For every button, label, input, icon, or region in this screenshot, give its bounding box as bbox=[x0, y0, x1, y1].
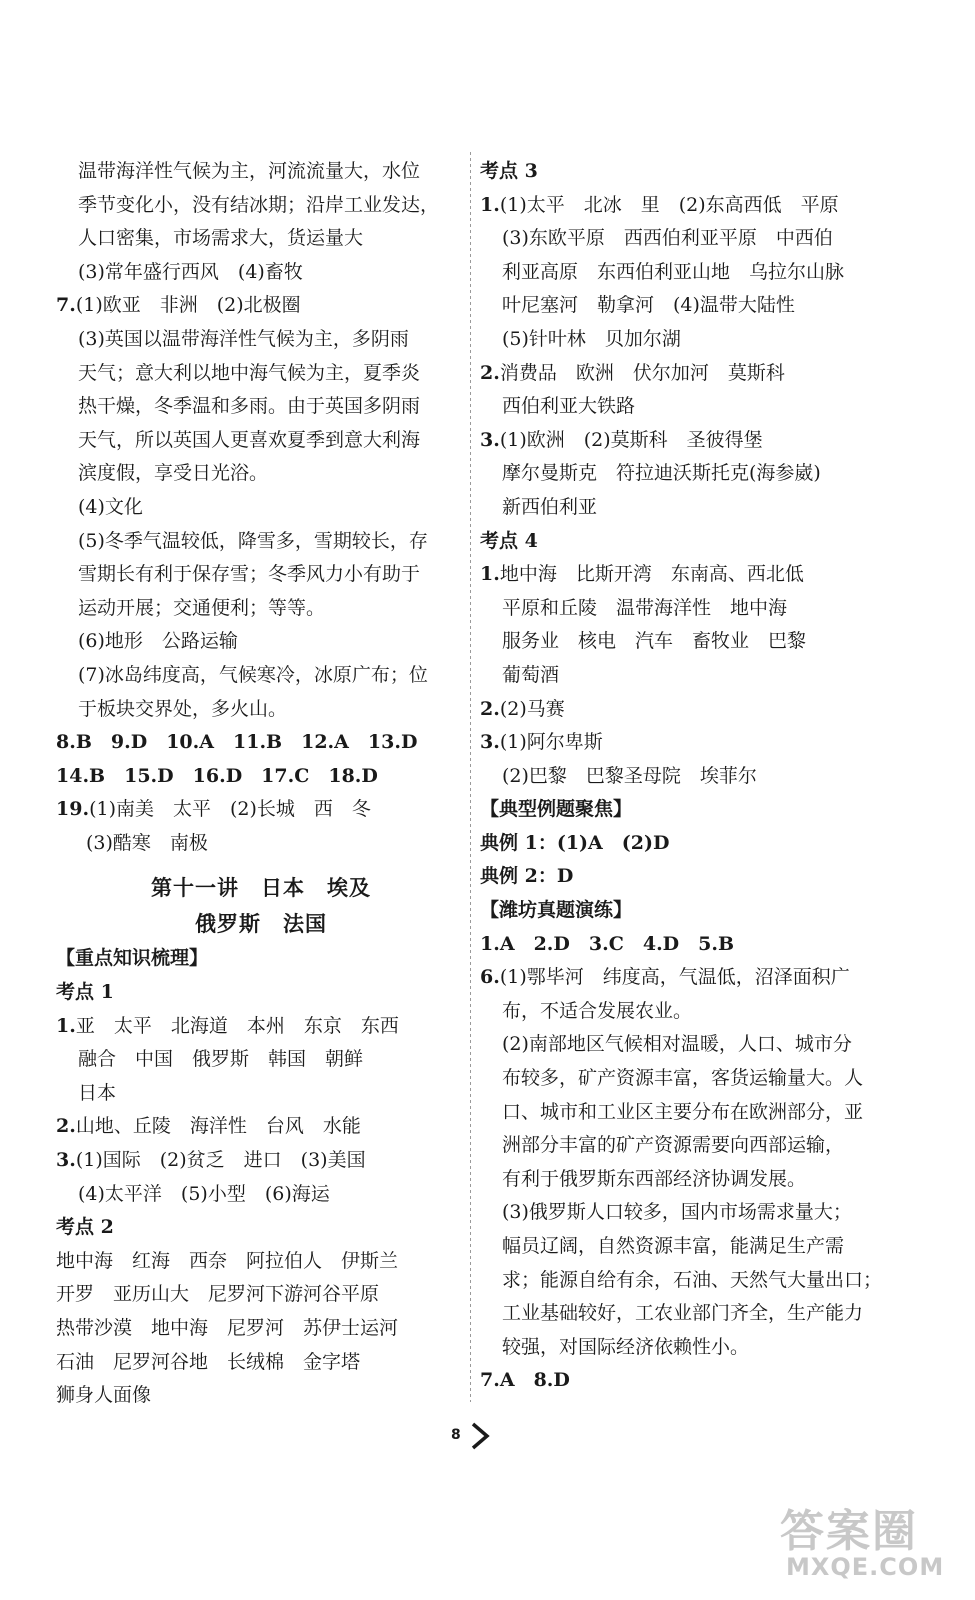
line-text: 日本 bbox=[78, 1081, 117, 1104]
line-text: 雪期长有利于保存雪；冬季风力小有助于 bbox=[78, 563, 421, 586]
text-line bbox=[480, 222, 910, 256]
text-line bbox=[56, 222, 466, 256]
line-text: 典例 1：(1)A (2)D bbox=[480, 831, 670, 854]
text-line bbox=[480, 390, 910, 424]
line-text: (2)南部地区气候相对温暖，人口、城市分 bbox=[502, 1033, 852, 1056]
line-text: (3)常年盛行西风 (4)畜牧 bbox=[78, 260, 303, 283]
line-text: 葡萄酒 bbox=[502, 663, 560, 686]
text-line bbox=[56, 793, 466, 827]
text-line bbox=[56, 525, 466, 559]
line-text: 典例 2：D bbox=[480, 865, 574, 888]
line-text: (4)文化 bbox=[78, 495, 143, 518]
line-text: 8.B 9.D 10.A 11.B 12.A 13.D bbox=[56, 731, 418, 754]
text-line bbox=[480, 491, 910, 525]
line-text: (5)冬季气温较低，降雪多，雪期较长，存 bbox=[78, 529, 428, 552]
item-number: 3. bbox=[56, 1149, 76, 1172]
text-line bbox=[56, 323, 466, 357]
line-text: 地中海 红海 西奈 阿拉伯人 伊斯兰 bbox=[56, 1249, 399, 1272]
line-text: (1)欧洲 (2)莫斯科 圣彼得堡 bbox=[499, 428, 763, 451]
watermark bbox=[780, 1495, 960, 1595]
line-text: 新西伯利亚 bbox=[502, 495, 598, 518]
text-line bbox=[480, 289, 910, 323]
text-line bbox=[480, 1062, 910, 1096]
text-line bbox=[480, 827, 910, 861]
line-text: 【潍坊真题演练】 bbox=[480, 899, 633, 922]
line-text: (1)鄂毕河 纬度高，气温低，沼泽面积广 bbox=[499, 966, 850, 989]
text-line bbox=[480, 793, 910, 827]
text-line bbox=[480, 659, 910, 693]
line-text: (2)马赛 bbox=[499, 697, 565, 720]
text-line bbox=[56, 424, 466, 458]
text-line bbox=[480, 1129, 910, 1163]
text-line bbox=[56, 760, 466, 794]
text-line bbox=[56, 1312, 466, 1346]
text-line bbox=[480, 558, 910, 592]
text-line bbox=[480, 995, 910, 1029]
line-text: 亚 太平 北海道 本州 东京 东西 bbox=[75, 1014, 399, 1037]
line-text: 【典型例题聚焦】 bbox=[480, 798, 633, 821]
watermark-logo: 答案圈 bbox=[780, 1506, 918, 1557]
line-text: 口、城市和工业区主要分布在欧洲部分，亚 bbox=[502, 1100, 864, 1123]
line-text: 融合 中国 俄罗斯 韩国 朝鲜 bbox=[78, 1048, 364, 1071]
text-line bbox=[480, 726, 910, 760]
section-title: 俄罗斯 法国 bbox=[195, 911, 327, 937]
text-line bbox=[56, 1144, 466, 1178]
text-line bbox=[480, 625, 910, 659]
page-number: 8 bbox=[451, 1427, 461, 1443]
text-line bbox=[56, 1077, 466, 1111]
line-text: (3)酷寒 南极 bbox=[86, 831, 208, 854]
text-line bbox=[480, 894, 910, 928]
line-text: 14.B 15.D 16.D 17.C 18.D bbox=[56, 764, 378, 787]
watermark-url: MXQE.COM bbox=[786, 1553, 945, 1581]
item-number: 2. bbox=[480, 697, 500, 720]
text-line bbox=[56, 491, 466, 525]
text-line bbox=[56, 457, 466, 491]
item-number: 3. bbox=[480, 428, 500, 451]
text-line bbox=[480, 1297, 910, 1331]
line-text: 狮身人面像 bbox=[56, 1384, 152, 1407]
line-text: 温带海洋性气候为主，河流流量大，水位 bbox=[78, 160, 421, 182]
line-text: (4)太平洋 (5)小型 (6)海运 bbox=[78, 1182, 330, 1205]
line-text: 摩尔曼斯克 符拉迪沃斯托克(海参崴) bbox=[502, 462, 821, 485]
right-column bbox=[480, 155, 910, 1398]
text-line bbox=[56, 1010, 466, 1044]
line-text: 求；能源自给有余，石油、天然气大量出口； bbox=[502, 1268, 883, 1291]
line-text: 石油 尼罗河谷地 长绒棉 金字塔 bbox=[56, 1350, 361, 1373]
text-line bbox=[56, 1043, 466, 1077]
text-line bbox=[480, 1331, 910, 1365]
line-text: 热带沙漠 地中海 尼罗河 苏伊士运河 bbox=[56, 1317, 399, 1339]
line-text: 考点 4 bbox=[480, 529, 538, 552]
line-text: 运动开展；交通便利；等等。 bbox=[78, 596, 326, 619]
text-line bbox=[56, 1245, 466, 1279]
text-line bbox=[56, 1110, 466, 1144]
text-line bbox=[480, 323, 910, 357]
text-line bbox=[56, 942, 466, 976]
line-text: (3)东欧平原 西西伯利亚平原 中西伯 bbox=[502, 227, 833, 250]
text-line bbox=[56, 155, 466, 189]
column-divider bbox=[470, 152, 471, 1402]
line-text: 较强，对国际经济依赖性小。 bbox=[502, 1335, 750, 1358]
section-title: 第十一讲 日本 埃及 bbox=[151, 875, 371, 901]
line-text: 服务业 核电 汽车 畜牧业 巴黎 bbox=[502, 630, 807, 653]
item-number: 3. bbox=[480, 731, 500, 754]
line-text: 山地、丘陵 海洋性 台风 水能 bbox=[75, 1115, 361, 1138]
line-text: 考点 1 bbox=[56, 981, 114, 1004]
line-text: 开罗 亚历山大 尼罗河下游河谷平原 bbox=[56, 1283, 380, 1306]
line-text: 消费品 欧洲 伏尔加河 莫斯科 bbox=[499, 361, 785, 384]
text-line bbox=[480, 424, 910, 458]
item-number: 7. bbox=[56, 294, 76, 317]
item-number: 6. bbox=[480, 966, 500, 989]
item-number: 1. bbox=[480, 193, 500, 216]
text-line bbox=[56, 289, 466, 323]
text-line bbox=[480, 961, 910, 995]
line-text: 地中海 比斯开湾 东南高、西北低 bbox=[499, 563, 804, 586]
line-text: 布较多，矿产资源丰富，客货运输量大。人 bbox=[502, 1067, 864, 1090]
text-line bbox=[56, 1379, 466, 1413]
line-text: 有利于俄罗斯东西部经济协调发展。 bbox=[502, 1167, 807, 1190]
line-text: (5)针叶林 贝加尔湖 bbox=[502, 327, 681, 350]
line-text: 幅员辽阔，自然资源丰富，能满足生产需 bbox=[502, 1235, 845, 1257]
left-column bbox=[56, 155, 466, 1413]
line-text: 1.A 2.D 3.C 4.D 5.B bbox=[480, 932, 735, 955]
text-line bbox=[480, 457, 910, 491]
text-line bbox=[480, 592, 910, 626]
text-line bbox=[56, 1178, 466, 1212]
text-line bbox=[56, 256, 466, 290]
text-line bbox=[480, 525, 910, 559]
text-line bbox=[480, 155, 910, 189]
line-text: 滨度假，享受日光浴。 bbox=[78, 462, 269, 485]
line-text: (1)国际 (2)贫乏 进口 (3)美国 bbox=[75, 1149, 366, 1172]
text-line bbox=[56, 189, 466, 223]
text-line bbox=[56, 726, 466, 760]
line-text: 工业基础较好，工农业部门齐全，生产能力 bbox=[502, 1302, 864, 1325]
line-text: 季节变化小，没有结冰期；沿岸工业发达， bbox=[78, 193, 440, 216]
line-text: 考点 3 bbox=[480, 160, 538, 182]
line-text: (1)太平 北冰 里 (2)东高西低 平原 bbox=[499, 193, 839, 216]
text-line bbox=[56, 976, 466, 1010]
line-text: 叶尼塞河 勒拿河 (4)温带大陆性 bbox=[502, 294, 795, 317]
text-line bbox=[480, 860, 910, 894]
text-line bbox=[480, 189, 910, 223]
chevron-right-icon bbox=[467, 1421, 493, 1451]
line-text: 于板块交界处，多火山。 bbox=[78, 697, 288, 720]
text-line bbox=[56, 659, 466, 693]
line-text: 热干燥，冬季温和多雨。由于英国多阴雨 bbox=[78, 395, 421, 418]
item-number: 1. bbox=[56, 1014, 76, 1037]
text-line bbox=[56, 1346, 466, 1380]
text-line bbox=[480, 928, 910, 962]
text-line bbox=[56, 592, 466, 626]
line-text: 人口密集，市场需求大，货运量大 bbox=[78, 227, 364, 250]
line-text: (7)冰岛纬度高，气候寒冷，冰原广布；位 bbox=[78, 663, 428, 686]
text-line bbox=[56, 1278, 466, 1312]
line-text: 考点 2 bbox=[56, 1216, 114, 1239]
item-number: 19. bbox=[56, 798, 90, 821]
line-text: 7.A 8.D bbox=[480, 1369, 570, 1392]
text-line bbox=[56, 693, 466, 727]
text-line bbox=[480, 1028, 910, 1062]
text-line bbox=[480, 1196, 910, 1230]
item-number: 2. bbox=[480, 361, 500, 384]
line-text: 天气；意大利以地中海气候为主，夏季炎 bbox=[78, 361, 421, 384]
text-line bbox=[480, 760, 910, 794]
text-line bbox=[56, 827, 466, 861]
line-text: 西伯利亚大铁路 bbox=[502, 395, 636, 418]
line-text: (1)南美 太平 (2)长城 西 冬 bbox=[89, 798, 371, 821]
text-line bbox=[480, 1096, 910, 1130]
line-text: 平原和丘陵 温带海洋性 地中海 bbox=[502, 596, 788, 619]
line-text: 洲部分丰富的矿产资源需要向西部运输， bbox=[502, 1134, 845, 1157]
page-number-marker bbox=[443, 1415, 513, 1455]
line-text: (6)地形 公路运输 bbox=[78, 630, 238, 653]
text-line bbox=[56, 625, 466, 659]
text-line bbox=[480, 1230, 910, 1264]
text-line bbox=[56, 558, 466, 592]
item-number: 1. bbox=[480, 563, 500, 586]
text-line bbox=[56, 1211, 466, 1245]
line-text: (1)阿尔卑斯 bbox=[499, 731, 603, 754]
line-text: 利亚高原 东西伯利亚山地 乌拉尔山脉 bbox=[502, 260, 845, 283]
text-line bbox=[480, 1264, 910, 1298]
text-line bbox=[56, 357, 466, 391]
line-text: 【重点知识梳理】 bbox=[56, 947, 209, 970]
text-line bbox=[480, 1364, 910, 1398]
text-line bbox=[480, 1163, 910, 1197]
item-number: 2. bbox=[56, 1115, 76, 1138]
text-line bbox=[480, 357, 910, 391]
line-text: 布，不适合发展农业。 bbox=[502, 999, 693, 1022]
line-text: (2)巴黎 巴黎圣母院 埃菲尔 bbox=[502, 764, 757, 787]
line-text: (3)英国以温带海洋性气候为主，多阴雨 bbox=[78, 327, 409, 350]
text-line bbox=[480, 693, 910, 727]
line-text: (3)俄罗斯人口较多，国内市场需求量大； bbox=[502, 1201, 852, 1224]
title-spacer bbox=[56, 860, 466, 870]
line-text: (1)欧亚 非洲 (2)北极圈 bbox=[75, 294, 301, 317]
text-line bbox=[480, 256, 910, 290]
text-line bbox=[56, 390, 466, 424]
line-text: 天气，所以英国人更喜欢夏季到意大利海 bbox=[78, 428, 421, 451]
